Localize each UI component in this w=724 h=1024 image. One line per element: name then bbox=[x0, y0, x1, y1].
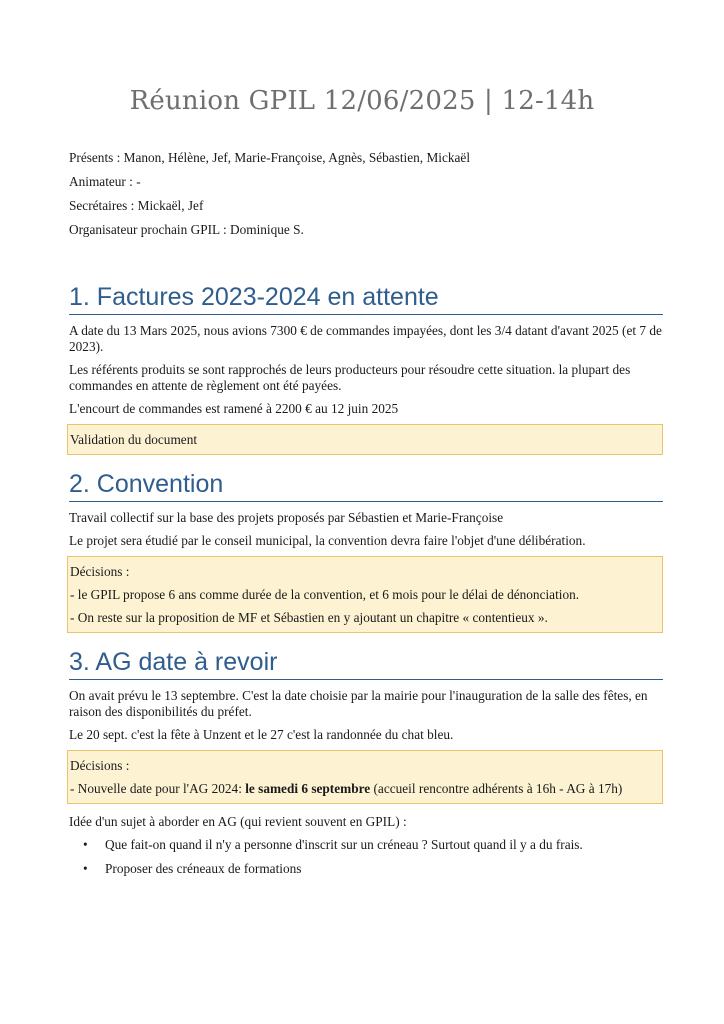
box-text: Validation du document bbox=[70, 432, 198, 447]
attendees: Présents : Manon, Hélène, Jef, Marie-Françoise, Agnès, Sébastien, Mickaël bbox=[69, 150, 471, 165]
page-title: Réunion GPIL 12/06/2025 | 12-14h bbox=[129, 86, 595, 116]
decision-item: - On reste sur la proposition de MF et Sébastien en y ajoutant un chapitre « contentieux ». bbox=[70, 610, 548, 625]
section-invoices bbox=[69, 282, 663, 455]
decision-item bbox=[68, 781, 662, 797]
box-title: Décisions : bbox=[70, 758, 130, 773]
paragraph: Le projet sera étudié par le conseil municipal, la convention devra faire l'objet d'une délibération. bbox=[69, 533, 586, 548]
decision-item: - le GPIL propose 6 ans comme durée de la convention, et 6 mois pour le délai de dénonciation. bbox=[70, 587, 580, 602]
section-ag-date bbox=[69, 647, 663, 877]
section-heading: 2. Convention bbox=[69, 469, 663, 502]
meeting-info bbox=[69, 150, 663, 238]
section-heading: 3. AG date à revoir bbox=[69, 647, 663, 680]
paragraph: Travail collectif sur la base des projets proposés par Sébastien et Marie-Françoise bbox=[69, 510, 504, 525]
facilitator: Animateur : - bbox=[69, 174, 141, 189]
paragraph: On avait prévu le 13 septembre. C'est la date choisie par la mairie pour l'inauguration de la salle des fêtes, en raison des disponibilités du préfet. bbox=[69, 688, 648, 719]
decisions-box bbox=[67, 750, 663, 804]
document-body bbox=[69, 150, 663, 885]
section-convention bbox=[69, 469, 663, 633]
section-heading: 1. Factures 2023-2024 en attente bbox=[69, 282, 663, 315]
secretaries: Secrétaires : Mickaël, Jef bbox=[69, 198, 204, 213]
paragraph: Les référents produits se sont rapprochés de leurs producteurs pour résoudre cette situation. la plupart des commandes en attente de règlement ont été payées. bbox=[69, 362, 631, 393]
list-item: • Proposer des créneaux de formations bbox=[69, 861, 663, 877]
decision-suffix: (accueil rencontre adhérents à 16h - AG à 17h) bbox=[370, 781, 623, 796]
paragraph: A date du 13 Mars 2025, nous avions 7300 € de commandes impayées, dont les 3/4 datant d'avant 2025 (et 7 de 2023). bbox=[69, 323, 662, 354]
box-title: Décisions : bbox=[70, 564, 130, 579]
paragraph: Idée d'un sujet à aborder en AG (qui revient souvent en GPIL) : bbox=[69, 814, 407, 829]
decision-date: le samedi 6 septembre bbox=[245, 781, 371, 796]
decisions-box bbox=[67, 556, 663, 633]
next-organizer: Organisateur prochain GPIL : Dominique S. bbox=[69, 222, 304, 237]
list-item: • Que fait-on quand il n'y a personne d'inscrit sur un créneau ? Surtout quand il y a du frais. bbox=[69, 837, 663, 853]
bullet-list bbox=[69, 837, 663, 877]
paragraph: Le 20 sept. c'est la fête à Unzent et le 27 c'est la randonnée du chat bleu. bbox=[69, 727, 454, 742]
decision-prefix: - Nouvelle date pour l'AG 2024: bbox=[70, 781, 246, 796]
paragraph: L'encourt de commandes est ramené à 2200 € au 12 juin 2025 bbox=[69, 401, 399, 416]
highlight-box bbox=[67, 424, 663, 455]
